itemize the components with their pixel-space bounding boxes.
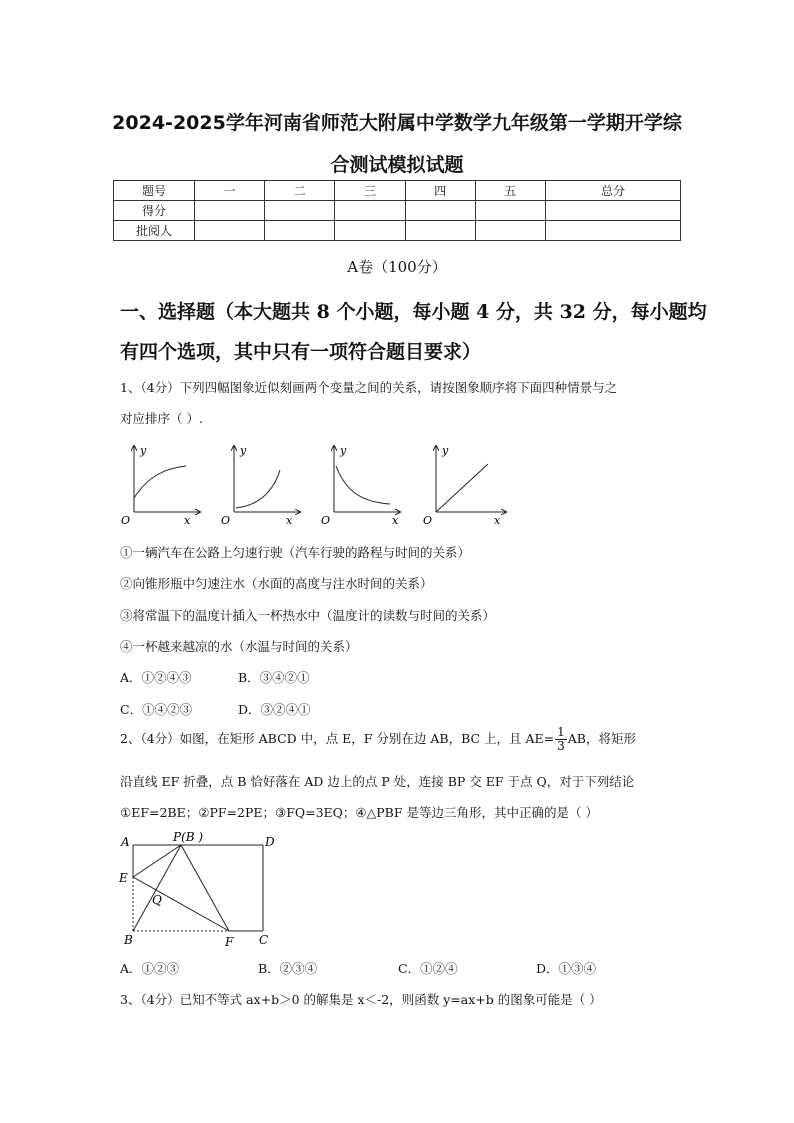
- point-label-c: C: [259, 933, 269, 947]
- q2-stem-pre: 2、（4分）如图，在矩形 ABCD 中，点 E，F 分别在边 AB，BC 上，且 AE=: [120, 731, 555, 746]
- point-label-p: P(B ): [173, 830, 204, 844]
- title-line-1: 2024-2025学年河南省师范大附属中学数学九年级第一学期开学综: [112, 112, 682, 134]
- score-cell[interactable]: [335, 201, 405, 221]
- q2-option-d[interactable]: D．①③④: [536, 961, 597, 976]
- axis-label-y: y: [340, 444, 347, 457]
- q1-scenario-3: ③将常温下的温度计插入一杯热水中（温度计的读数与时间的关系）: [120, 608, 496, 623]
- q1-scenario-1: ①一辆汽车在公路上匀速行驶（汽车行驶的路程与时间的关系）: [120, 545, 471, 560]
- q2-stem-line-1: [120, 724, 636, 754]
- q1-option-a[interactable]: A．①②④③: [120, 670, 192, 685]
- origin-label: O: [221, 514, 231, 527]
- score-cell[interactable]: [195, 201, 265, 221]
- score-table: [113, 180, 681, 241]
- q1-graphs: [118, 440, 518, 530]
- axis-label-x: x: [392, 514, 399, 527]
- score-header-cell: 总分: [546, 181, 681, 201]
- score-cell[interactable]: [195, 221, 265, 241]
- section-heading-line-2: 有四个选项，其中只有一项符合题目要求）: [120, 341, 482, 363]
- score-header-cell: 一: [195, 181, 265, 201]
- point-label-e: E: [119, 871, 128, 885]
- axis-label-x: x: [494, 514, 501, 527]
- score-header-cell: 四: [405, 181, 475, 201]
- score-row-label: 得分: [114, 201, 195, 221]
- fraction-numerator: 1: [557, 725, 565, 739]
- point-label-a: A: [121, 835, 130, 849]
- fraction-one-third: [555, 726, 567, 753]
- score-header-cell: 三: [335, 181, 405, 201]
- graph-2: [221, 444, 300, 527]
- q2-option-b[interactable]: B．②③④: [258, 961, 318, 976]
- graph-1: [121, 444, 200, 527]
- q2-stem-line-3: ①EF=2BE；②PF=2PE；③FQ=3EQ；④△PBF 是等边三角形，其中正确的是（ ）: [120, 805, 598, 820]
- score-header-cell: 二: [265, 181, 335, 201]
- score-cell[interactable]: [546, 201, 681, 221]
- fraction-denominator: 3: [557, 739, 565, 753]
- q1-scenario-2: ②向锥形瓶中匀速注水（水面的高度与注水时间的关系）: [120, 576, 433, 591]
- graph-4: [423, 444, 506, 527]
- q1-stem-line-1: 1、（4分）下列四幅图象近似刻画两个变量之间的关系，请按图象顺序将下面四种情景与之: [120, 380, 618, 395]
- q2-option-a[interactable]: A．①②③: [120, 961, 180, 976]
- score-table-header-row: [114, 181, 681, 201]
- q1-stem-line-2: 对应排序（ ）.: [120, 411, 203, 426]
- score-cell[interactable]: [265, 201, 335, 221]
- axis-label-x: x: [286, 514, 293, 527]
- q1-option-c[interactable]: C．①④②③: [120, 702, 193, 717]
- point-label-f: F: [225, 935, 234, 949]
- origin-label: O: [121, 514, 131, 527]
- q2-stem-post: AB，将矩形: [567, 731, 636, 746]
- point-label-q: Q: [152, 893, 162, 907]
- graph-3: [321, 444, 400, 527]
- score-cell[interactable]: [405, 221, 475, 241]
- point-label-d: D: [265, 835, 275, 849]
- q2-rectangle-figure: [115, 828, 285, 950]
- q1-option-b[interactable]: B．③④②①: [238, 670, 310, 685]
- score-cell[interactable]: [546, 221, 681, 241]
- score-cell[interactable]: [475, 201, 545, 221]
- origin-label: O: [321, 514, 331, 527]
- q1-scenario-4: ④一杯越来越凉的水（水温与时间的关系）: [120, 639, 358, 654]
- origin-label: O: [423, 514, 433, 527]
- score-row-label: 批阅人: [114, 221, 195, 241]
- axis-label-x: x: [184, 514, 191, 527]
- score-cell[interactable]: [405, 201, 475, 221]
- score-header-cell: 五: [475, 181, 545, 201]
- score-table-row: [114, 201, 681, 221]
- section-heading-line-1: 一、选择题（本大题共 8 个小题，每小题 4 分，共 32 分，每小题均: [120, 301, 707, 323]
- score-cell[interactable]: [335, 221, 405, 241]
- q2-option-c[interactable]: C．①②④: [398, 961, 458, 976]
- axis-label-y: y: [442, 444, 449, 457]
- title-line-2: 合测试模拟试题: [330, 154, 464, 176]
- paper-a-heading: A卷（100分）: [347, 258, 447, 276]
- q3-stem-line-1: 3、（4分）已知不等式 ax+b＞0 的解集是 x＜-2，则函数 y=ax+b 的图象可能是（ ）: [120, 992, 602, 1007]
- score-cell[interactable]: [475, 221, 545, 241]
- score-cell[interactable]: [265, 221, 335, 241]
- score-header-cell: 题号: [114, 181, 195, 201]
- point-label-b: B: [124, 933, 133, 947]
- axis-label-y: y: [240, 444, 247, 457]
- score-table-row: [114, 221, 681, 241]
- axis-label-y: y: [140, 444, 147, 457]
- q2-stem-line-2: 沿直线 EF 折叠，点 B 恰好落在 AD 边上的点 P 处，连接 BP 交 EF 于点 Q，对于下列结论: [120, 774, 635, 789]
- q1-option-d[interactable]: D．③②④①: [238, 702, 311, 717]
